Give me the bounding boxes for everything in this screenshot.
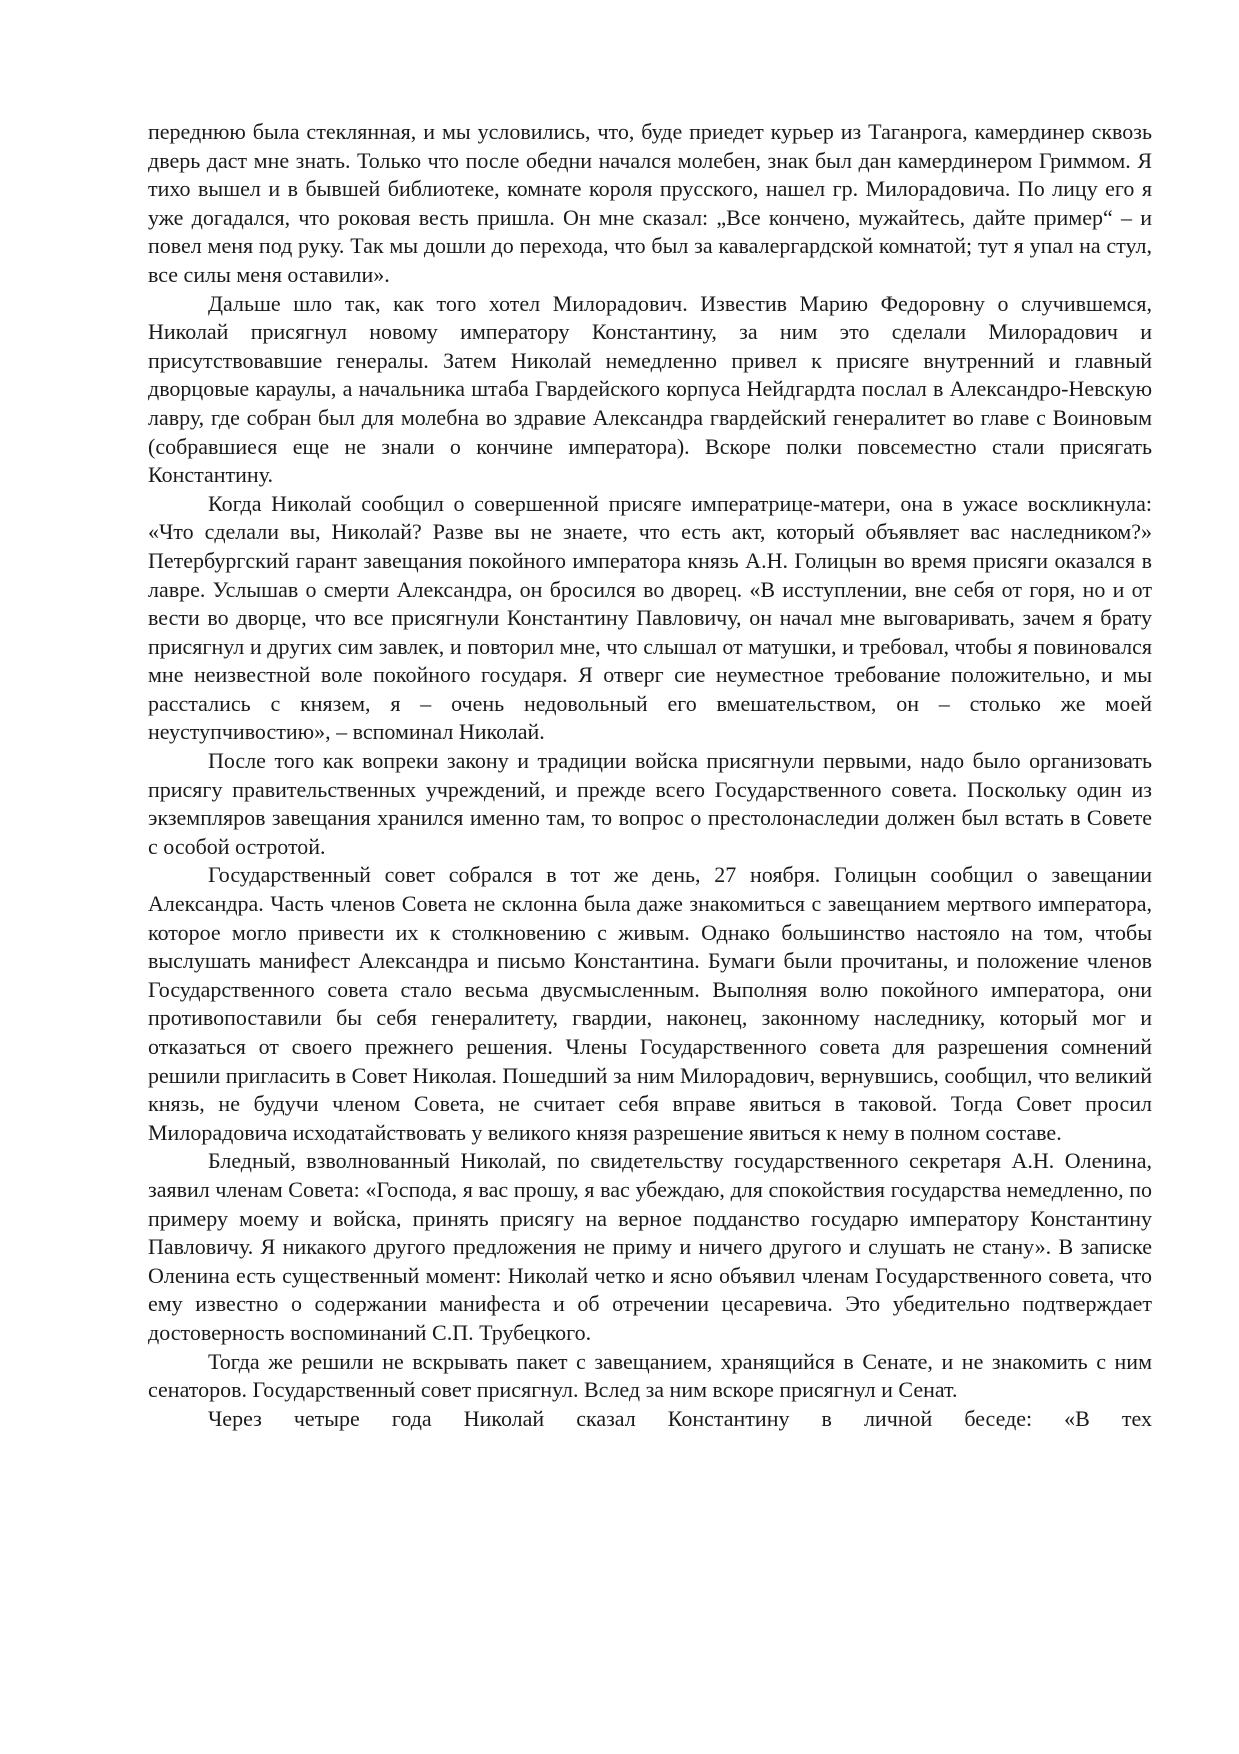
- paragraph-3: Когда Николай сообщил о совершенной присяге императрице-матери, она в ужасе воскликнула: «Что сделали вы, Николай? Разве вы не знаете, что есть акт, который объявляет вас наследником?» Петербургский гарант завещания покойного императора князь А.Н. Голицын во время присяги оказался в лавре. Услышав о смерти Александра, он бросился во дворец. «В исступлении, вне себя от горя, но и от вести во дворце, что все присягнули Константину Павловичу, он начал мне выговаривать, зачем я брату присягнул и других сим завлек, и повторил мне, что слышал от матушки, и требовал, чтобы я повиновался мне неизвестной воле покойного государя. Я отверг сие неуместное требование положительно, и мы расстались с князем, я – очень недовольный его вмешательством, он – столько же моей неуступчивостию», – вспоминал Николай.: [148, 490, 1152, 745]
- paragraph-1: переднюю была стеклянная, и мы условились, что, буде приедет курьер из Таганрога, камердинер сквозь дверь даст мне знать. Только что после обедни начался молебен, знак был дан камердинером Гриммом. Я тихо вышел и в бывшей библиотеке, комнате короля прусского, нашел гр. Милорадовича. По лицу его я уже догадался, что роковая весть пришла. Он мне сказал: „Все кончено, мужайтесь, дайте пример“ – и повел меня под руку. Так мы дошли до перехода, что был за кавалергардской комнатой; тут я упал на стул, все силы меня оставили».: [148, 119, 1152, 287]
- paragraph-5: Государственный совет собрался в тот же день, 27 ноября. Голицын сообщил о завещании Александра. Часть членов Совета не склонна была даже знакомиться с завещанием мертвого императора, которое могло привести их к столкновению с живым. Однако большинство настояло на том, чтобы выслушать манифест Александра и письмо Константина. Бумаги были прочитаны, и положение членов Государственного совета стало весьма двусмысленным. Выполняя волю покойного императора, они противопоставили бы себя генералитету, гвардии, наконец, законному наследнику, который мог и отказаться от своего прежнего решения. Члены Государственного совета для разрешения сомнений решили пригласить в Совет Николая. Пошедший за ним Милорадович, вернувшись, сообщил, что великий князь, не будучи членом Совета, не считает себя вправе явиться в таковой. Тогда Совет просил Милорадовича исходатайствовать у великого князя разрешение явиться к нему в полном составе.: [148, 862, 1152, 1145]
- paragraph-6: Бледный, взволнованный Николай, по свидетельству государственного секретаря А.Н. Оленина, заявил членам Совета: «Господа, я вас прошу, я вас убеждаю, для спокойствия государства немедленно, по примеру моему и войска, принять присягу на верное подданство государю императору Константину Павловичу. Я никакого другого предложения не приму и ничего другого и слушать не стану». В записке Оленина есть существенный момент: Николай четко и ясно объявил членам Государственного совета, что ему известно о содержании манифеста и об отречении цесаревича. Это убедительно подтверждает достоверность воспоминаний С.П. Трубецкого.: [148, 1148, 1152, 1345]
- document-page: [148, 118, 1152, 1433]
- paragraph-2: Дальше шло так, как того хотел Милорадович. Известив Марию Федоровну о случившемся, Николай присягнул новому императору Константину, за ним это сделали Милорадович и присутствовавшие генералы. Затем Николай немедленно привел к присяге внутренний и главный дворцовые караулы, а начальника штаба Гвардейского корпуса Нейдгардта послал в Александро-Невскую лавру, где собран был для молебна во здравие Александра гвардейский генералитет во главе с Воиновым (собравшиеся еще не знали о кончине императора). Вскоре полки повсеместно стали присягать Константину.: [148, 290, 1152, 488]
- paragraph-7: Тогда же решили не вскрывать пакет с завещанием, хранящийся в Сенате, и не знакомить с ним сенаторов. Государственный совет присягнул. Вслед за ним вскоре присягнул и Сенат.: [148, 1348, 1152, 1403]
- paragraph-8: Через четыре года Николай сказал Константину в личной беседе: «В тех: [208, 1405, 1152, 1431]
- paragraph-4: После того как вопреки закону и традиции войска присягнули первыми, надо было организовать присягу правительственных учреждений, и прежде всего Государственного совета. Поскольку один из экземпляров завещания хранился именно там, то вопрос о престолонаследии должен был встать в Совете с особой остротой.: [148, 748, 1152, 859]
